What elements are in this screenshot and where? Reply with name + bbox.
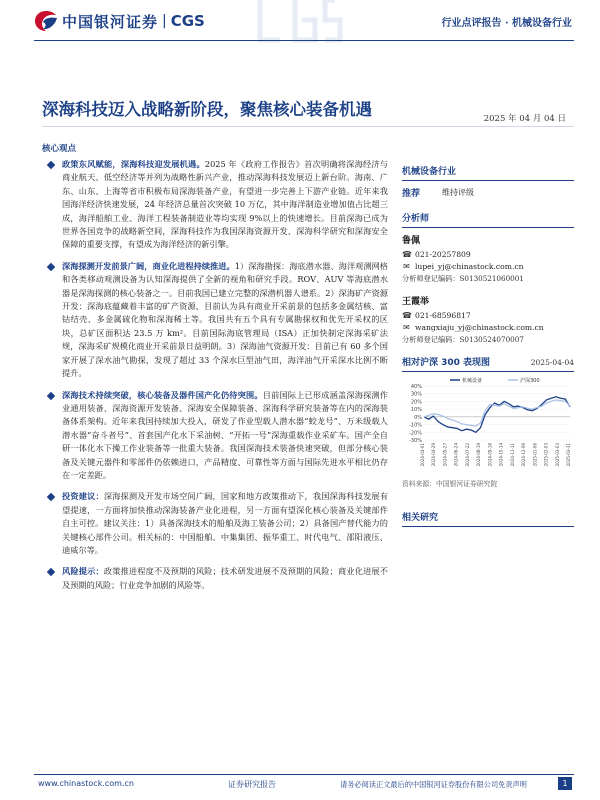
footer-site[interactable]: www.chinastock.com.cn — [38, 779, 134, 788]
title-divider — [42, 126, 574, 127]
footer-report-label: 证券研究报告 — [228, 780, 276, 789]
y-tick-label: 40% — [410, 384, 422, 390]
legend-label: 机械设备 — [462, 378, 483, 384]
paragraph-lead: 风险提示： — [62, 566, 104, 577]
report-title: 深海科技迈入战略新阶段，聚焦核心装备机遇 — [42, 100, 372, 119]
y-tick-label: -30% — [409, 438, 422, 444]
report-date: 2025 年 04 月 04 日 — [483, 114, 566, 124]
chart-divider — [402, 371, 574, 372]
rating-label: 推荐 — [402, 189, 421, 199]
analyst-phone: 021-20257809 — [415, 250, 471, 259]
sidebar — [402, 164, 574, 532]
header-divider — [34, 40, 574, 41]
analyst-email-row — [402, 323, 574, 332]
analyst-phone: 021-68596817 — [415, 311, 471, 320]
paragraph-lead: 深海技术持续突破，核心装备及器件国产化仍待突围。 — [62, 389, 263, 400]
mail-icon: ✉ — [403, 323, 410, 332]
footer-disclaimer: 请务必阅读正文最后的中国银河证券股份有限公司免责声明 — [340, 780, 527, 789]
phone-icon: ☎ — [402, 250, 412, 259]
rating-row — [402, 186, 574, 199]
diamond-bullet-icon — [47, 263, 55, 271]
x-tick-label: 2024-10-14 — [498, 443, 504, 467]
logo-text-cn: 中国银河证券 — [62, 12, 159, 31]
paragraph-body: 1）深海勘探：海底潜水器、海洋观测网格和各类移动观测设备为认知深海提供了全新的视角和研究手段。ROV、AUV 等海底潜水器是深海探测的核心装备之一。目前我国已建立完整的深潜机器人谱系。2）深海矿产资源开发：深海底蕴藏着丰富的矿产资源，目前认为具有商业开采前景的包括多金属结核、富钴结壳、多金属硫化物和深海稀土等。我国共有五个具有专属勘探权和优先开采权的区块，总矿区面积达 23.5 万 km²。目前国际海底管理局（ISA）正加快制定深海采矿法规，深海采矿规模化商业开采前景日益明朗。3）深海油气资源开发：目前已有 60 多个国家开展了深水油气勘探，发现了超过 33 个深水巨型油气田，海洋油气开采深水比例不断提升。 — [62, 260, 388, 379]
legend-label: 沪深300 — [520, 378, 540, 384]
chart-header — [402, 355, 574, 368]
paragraph-body: 2025 年《政府工作报告》首次明确将深海经济与商业航天、低空经济等并列为战略性新兴产业，推动深海科技发展迈上新台阶。海南、广东、山东、上海等省市积极布局深海装备产业，有望进一步完善上下游产业链。近年来我国海洋经济快速发展，24 年经济总量首次突破 10 万亿，其中海洋制造业增加值占比超三成，海洋船舶工业、海洋工程装备制造业等均实现 9%以上的快速增长。目前深海已成为世界各国竞争的战略新空间，深海科技作为我国深海资源开发、深海科学研究和深海安全保障的重要支撑，有望成为海洋经济的新引擎。 — [62, 159, 388, 250]
analyst-email-row — [402, 262, 574, 271]
analyst-name: 王霞举 — [402, 297, 430, 307]
paragraph-body: 深海探测及开发市场空间广阔，国家和地方政策推动下，我国深海科技发展有望提速，一方面将加快推动深海装备产业化进程，另一方面有望深化核心装备及关键部件自主可控。建议关注：1）具备深海技术的船舶及海工装备公司；2）具备国产替代能力的关键核心部件公司。相关标的：中国船舶、中集集团、振华重工、时代电气、邵阳液压、迪威尔等。 — [62, 491, 388, 555]
x-tick-label: 2024-04-01 — [420, 443, 425, 467]
y-tick-label: 0% — [414, 414, 422, 421]
report-type: 行业点评报告 · 机械设备行业 — [441, 18, 572, 29]
x-tick-label: 2024-12-09 — [521, 443, 527, 467]
paragraph-risk — [48, 565, 388, 592]
diamond-bullet-icon — [47, 493, 55, 501]
paragraph-policy — [48, 158, 388, 252]
analyst-heading: 分析师 — [402, 211, 574, 228]
chart-date: 2025-04-04 — [530, 358, 574, 367]
chart-source: 资料来源：中国银河证券研究院 — [402, 480, 498, 488]
paragraph-technology — [48, 389, 388, 483]
x-tick-label: 2024-09-16 — [487, 443, 493, 467]
x-tick-label: 2024-08-19 — [476, 443, 482, 467]
x-tick-label: 2025-02-03 — [543, 443, 549, 467]
y-tick-label: 30% — [410, 391, 422, 398]
x-tick-label: 2025-03-03 — [554, 443, 560, 467]
page-number: 1 — [558, 777, 572, 790]
watermark-graphic — [240, 0, 350, 44]
y-tick-label: -20% — [409, 430, 422, 437]
paragraph-lead: 投资建议： — [62, 491, 104, 502]
paragraph-lead: 政策东风赋能，深海科技迎发展机遇。 — [62, 159, 205, 169]
analyst-email[interactable]: lupei_yj@chinastock.com.cn — [415, 262, 524, 271]
industry-heading: 机械设备行业 — [402, 164, 574, 181]
y-tick-label: 10% — [410, 407, 422, 414]
analyst-cert: 分析师登记编码：S0130524070007 — [402, 335, 524, 344]
logo-mark-icon — [34, 10, 58, 32]
paragraph-exploration — [48, 260, 388, 381]
logo-text-en: CGS — [170, 12, 205, 30]
page-header — [0, 0, 600, 44]
analyst-email[interactable]: wangxiaju_yj@chinastock.com.cn — [415, 323, 544, 332]
diamond-bullet-icon — [47, 391, 55, 399]
diamond-bullet-icon — [47, 568, 55, 576]
analyst-phone-row — [402, 250, 574, 259]
x-tick-label: 2024-04-29 — [431, 443, 437, 467]
y-tick-label: -10% — [409, 422, 422, 429]
mail-icon: ✉ — [403, 262, 410, 271]
x-tick-label: 2024-11-11 — [509, 443, 515, 467]
main-content — [48, 158, 388, 600]
x-tick-label: 2025-01-06 — [532, 443, 538, 467]
analyst-card — [402, 294, 574, 345]
x-tick-label: 2024-07-22 — [464, 443, 470, 467]
relative-performance-chart — [402, 374, 574, 474]
rating-value: 维持评级 — [442, 188, 475, 197]
analyst-cert: 分析师登记编码：S0130521060001 — [402, 274, 524, 283]
chart-title: 相对沪深 300 表现图 — [402, 358, 491, 368]
phone-icon: ☎ — [402, 311, 412, 320]
x-tick-label: 2024-05-27 — [442, 443, 448, 467]
core-viewpoint-label: 核心观点 — [42, 144, 77, 154]
x-tick-label: 2024-06-24 — [453, 443, 459, 467]
analyst-phone-row — [402, 311, 574, 320]
paragraph-lead: 深海探测开发前景广阔，商业化进程持续推进。 — [62, 260, 235, 271]
company-logo — [34, 10, 205, 32]
y-tick-label: 20% — [410, 399, 422, 406]
analyst-name: 鲁佩 — [402, 236, 421, 246]
footer-divider — [34, 774, 574, 775]
paragraph-body: 政策推进程度不及预期的风险；技术研发进展不及预期的风险；商业化进展不及预期的风险；行业竞争加剧的风险等。 — [62, 566, 388, 590]
analyst-card — [402, 233, 574, 284]
logo-separator: | — [162, 13, 167, 29]
diamond-bullet-icon — [47, 161, 55, 169]
related-research-heading: 相关研究 — [402, 510, 574, 527]
paragraph-investment — [48, 490, 388, 557]
x-tick-label: 2025-03-31 — [566, 443, 571, 467]
paragraph-body: 目前国际上已形成涵盖深海探测作业通用装备、深海资源开发装备、深海安全保障装备、深海科学研究装备等在内的深海装备体系架构。近年来我国持续加大投入，研发了作业型载人潜水器“蛟龙号”、万米级载人潜水器“奋斗者号”、首套国产化水下采油树、“开拓一号”深海重载作业采矿车。国产全自研一体化水下操工作业装备等一批重大装备。我国深海技术装备快速突破，但部分核心装备及关键元器件和零部件仍依赖进口，产品精度、可靠性等方面与国际先进水平相比仍存在一定差距。 — [62, 389, 388, 480]
